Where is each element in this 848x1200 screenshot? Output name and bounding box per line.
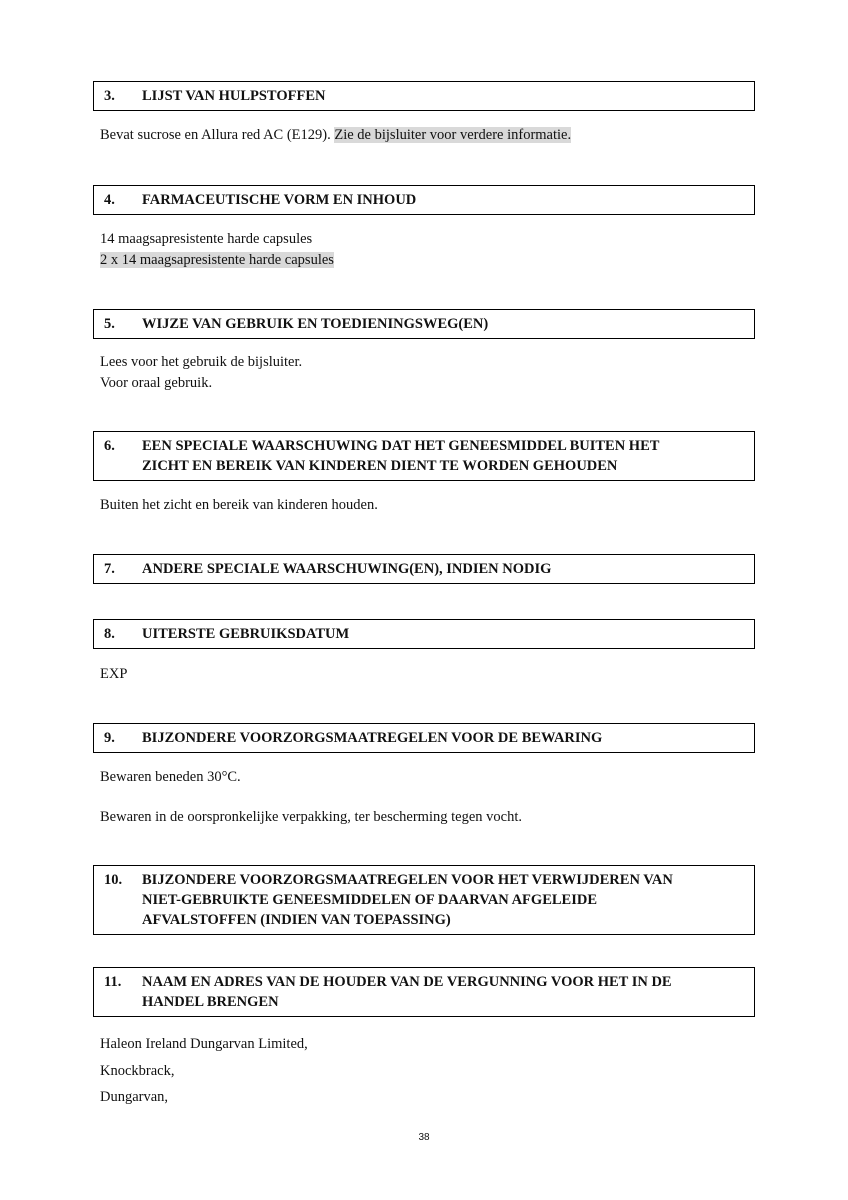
use-line-2: Voor oraal gebruik.	[100, 375, 213, 391]
section-5-header	[93, 309, 755, 339]
section-9-header	[93, 723, 755, 753]
section-number: 4.	[104, 192, 115, 208]
section-3-header	[93, 81, 755, 111]
section-number: 9.	[104, 730, 115, 746]
section-number: 3.	[104, 88, 115, 104]
section-title: NAAM EN ADRES VAN DE HOUDER VAN DE VERGUNNING VOOR HET IN DE HANDEL BRENGEN	[142, 974, 672, 1010]
section-title: LIJST VAN HULPSTOFFEN	[142, 88, 326, 104]
section-number: 8.	[104, 626, 115, 642]
section-number: 11.	[104, 974, 122, 990]
storage-line-1: Bewaren beneden 30°C.	[100, 769, 241, 785]
section-6-header	[93, 431, 755, 481]
excipients-text: Bevat sucrose en Allura red AC (E129).	[100, 127, 331, 143]
section-title: WIJZE VAN GEBRUIK EN TOEDIENINGSWEG(EN)	[142, 316, 489, 332]
section-7-header	[93, 554, 755, 584]
section-8-header	[93, 619, 755, 649]
excipients-paragraph	[100, 125, 571, 146]
excipients-highlight: Zie de bijsluiter voor verdere informatie.	[334, 127, 572, 143]
exp-text: EXP	[100, 666, 128, 682]
form-line-2-highlight: 2 x 14 maagsapresistente harde capsules	[100, 252, 334, 268]
use-line-1: Lees voor het gebruik de bijsluiter.	[100, 354, 303, 370]
section-title: BIJZONDERE VOORZORGSMAATREGELEN VOOR DE BEWARING	[142, 730, 603, 746]
section-4-header	[93, 185, 755, 215]
address-line-3: Dungarvan,	[100, 1089, 169, 1105]
children-warning-text: Buiten het zicht en bereik van kinderen houden.	[100, 497, 378, 513]
form-line-1: 14 maagsapresistente harde capsules	[100, 231, 313, 247]
page-number: 38	[418, 1132, 430, 1143]
section-title: BIJZONDERE VOORZORGSMAATREGELEN VOOR HET VERWIJDEREN VAN NIET-GEBRUIKTE GENEESMIDDELEN OF DAARVAN AFGELEIDE AFVALSTOFFEN (INDIEN VAN TOEPASSING)	[142, 872, 673, 928]
section-title: FARMACEUTISCHE VORM EN INHOUD	[142, 192, 417, 208]
section-number: 6.	[104, 438, 115, 454]
section-title: ANDERE SPECIALE WAARSCHUWING(EN), INDIEN NODIG	[142, 561, 552, 577]
section-number: 5.	[104, 316, 115, 332]
section-number: 7.	[104, 561, 115, 577]
section-title: EEN SPECIALE WAARSCHUWING DAT HET GENEESMIDDEL BUITEN HET ZICHT EN BEREIK VAN KINDEREN DIENT TE WORDEN GEHOUDEN	[142, 438, 660, 474]
section-11-header	[93, 967, 755, 1017]
address-line-1: Haleon Ireland Dungarvan Limited,	[100, 1036, 308, 1052]
address-line-2: Knockbrack,	[100, 1063, 175, 1079]
section-number: 10.	[104, 872, 123, 888]
section-10-header	[93, 865, 755, 935]
form-line-2	[100, 250, 334, 271]
storage-line-2: Bewaren in de oorspronkelijke verpakking, ter bescherming tegen vocht.	[100, 809, 522, 825]
section-title: UITERSTE GEBRUIKSDATUM	[142, 626, 350, 642]
